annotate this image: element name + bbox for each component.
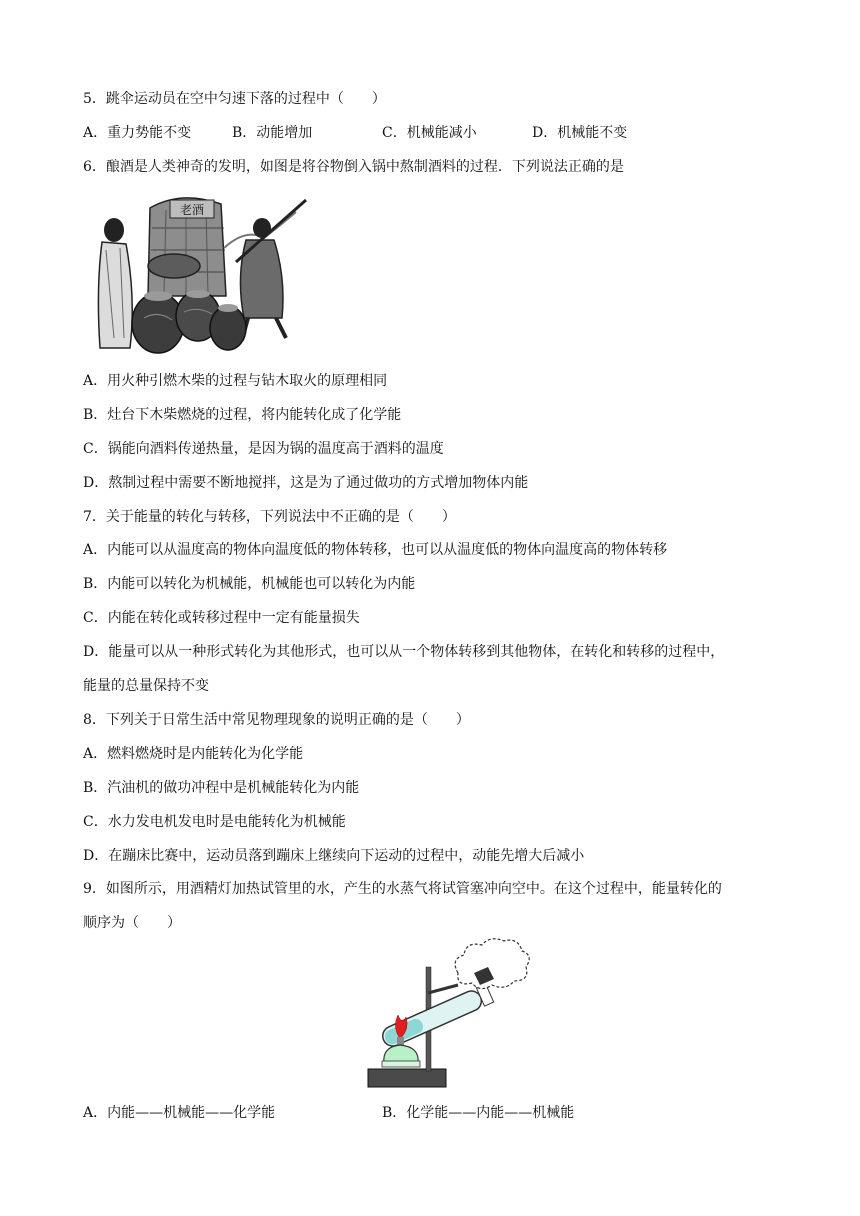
q6-option-c: C．锅能向酒料传递热量，是因为锅的温度高于酒料的温度 [83,441,444,457]
q6-option-b: B．灶台下木柴燃烧的过程，将内能转化成了化学能 [83,407,402,423]
q9-option-b: B．化学能——内能——机械能 [382,1105,575,1121]
q7-option-d: D．能量可以从一种形式转化为其他形式，也可以从一个物体转移到其他物体，在转化和转移的过程中， [83,644,725,660]
q6-option-a: A．用火种引燃木柴的过程与钻木取火的原理相同 [83,373,388,389]
question-7-stem: 7．关于能量的转化与转移，下列说法中不正确的是（ ） [83,509,456,525]
question-9-stem-line1: 9．如图所示，用酒精灯加热试管里的水，产生的水蒸气将试管塞冲向空中。在这个过程中，能量转化的 [83,881,722,897]
question-8-stem: 8．下列关于日常生活中常见物理现象的说明正确的是（ ） [83,712,470,728]
q9-option-a: A．内能——机械能——化学能 [83,1105,276,1121]
q7-option-d-continued: 能量的总量保持不变 [83,678,209,694]
question-6-stem: 6．酿酒是人类神奇的发明，如图是将谷物倒入锅中熬制酒料的过程．下列说法正确的是 [83,159,624,175]
q5-option-d: D．机械能不变 [532,125,628,141]
q5-option-a: A．重力势能不变 [83,125,192,141]
q5-option-c: C．机械能减小 [382,125,477,141]
question-5-stem: 5．跳伞运动员在空中匀速下落的过程中（ ） [83,91,386,107]
wine-sign-text: 老酒 [179,203,205,217]
q8-option-d: D．在蹦床比赛中，运动员落到蹦床上继续向下运动的过程中，动能先增大后减小 [83,848,585,864]
question-9-stem-line2: 顺序为（ ） [83,915,181,931]
q8-option-c: C．水力发电机发电时是电能转化为机械能 [83,814,346,830]
q7-option-c: C．内能在转化或转移过程中一定有能量损失 [83,610,360,626]
q8-option-a: A．燃料燃烧时是内能转化为化学能 [83,746,304,762]
wine-brewing-illustration [86,188,312,360]
test-tube-heating-illustration [362,933,534,1093]
q7-option-b: B．内能可以转化为机械能，机械能也可以转化为内能 [83,576,416,592]
q6-option-d: D．熬制过程中需要不断地搅拌，这是为了通过做功的方式增加物体内能 [83,475,529,491]
q8-option-b: B．汽油机的做功冲程中是机械能转化为内能 [83,780,360,796]
q7-option-a: A．内能可以从温度高的物体向温度低的物体转移，也可以从温度低的物体向温度高的物体转移 [83,542,668,558]
q5-option-b: B．动能增加 [232,125,313,141]
